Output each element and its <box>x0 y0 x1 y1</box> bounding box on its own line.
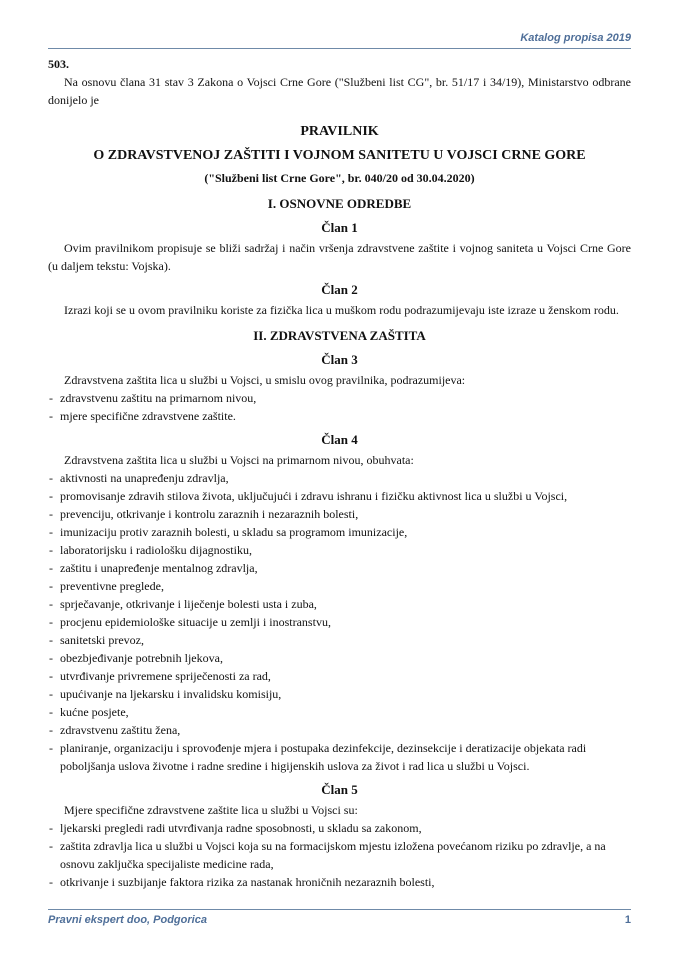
article-1-title: Član 1 <box>321 220 358 235</box>
catalog-title: Katalog propisa 2019 <box>520 32 631 44</box>
article-5-title: Član 5 <box>321 782 358 797</box>
page-number: 1 <box>624 914 631 926</box>
publisher-name: Pravni ekspert doo, Podgorica <box>48 914 207 926</box>
list-item: - utvrđivanje privremene spriječenosti za rad, <box>48 667 631 685</box>
page-header <box>48 29 631 49</box>
list-item: - laboratorijsku i radiološku dijagnostiku, <box>48 541 631 559</box>
list-item: - procjenu epidemiološke situacije u zemlji i inostranstvu, <box>48 613 631 631</box>
article-2-title: Član 2 <box>321 282 358 297</box>
article-4-text: Zdravstvena zaštita lica u službi u Vojsci na primarnom nivou, obuhvata: <box>64 453 414 467</box>
article-5-text: Mjere specifične zdravstvene zaštite lica u službi u Vojsci su: <box>64 803 358 817</box>
intro-paragraph: Na osnovu člana 31 stav 3 Zakona o Vojsci Crne Gore ("Službeni list CG", br. 51/17 i 34/19), Ministarstvo odbrane donijelo je <box>48 75 631 107</box>
list-item: - ljekarski pregledi radi utvrđivanja radne sposobnosti, u skladu sa zakonom, <box>48 819 631 837</box>
article-5-list <box>48 819 631 891</box>
list-item: - mjere specifične zdravstvene zaštite. <box>48 407 631 425</box>
list-item: - upućivanje na ljekarsku i invalidsku komisiju, <box>48 685 631 703</box>
page-footer <box>48 909 631 930</box>
article-4-list <box>48 469 631 775</box>
list-item: - prevenciju, otkrivanje i kontrolu zaraznih i nezaraznih bolesti, <box>48 505 631 523</box>
list-item: - preventivne preglede, <box>48 577 631 595</box>
article-3-title: Član 3 <box>321 352 358 367</box>
article-4-title: Član 4 <box>321 432 358 447</box>
list-item: - promovisanje zdravih stilova života, uključujući i zdravu ishranu i fizičku aktivnost lica u službi u Vojsci, <box>48 487 631 505</box>
document-subtitle: O ZDRAVSTVENOJ ZAŠTITI I VOJNOM SANITETU U VOJSCI CRNE GORE <box>93 148 586 163</box>
section-heading-2: II. ZDRAVSTVENA ZAŠTITA <box>253 328 426 343</box>
list-item: - aktivnosti na unapređenju zdravlja, <box>48 469 631 487</box>
article-3-list <box>48 389 631 425</box>
list-item: - planiranje, organizaciju i sprovođenje mjera i postupaka dezinfekcije, dezinsekcije i deratizacije objekata radi poboljšanja uslova životne i radne sredine i higijenskih uslova za život i rad lica u službi u Vojsci. <box>48 739 631 775</box>
article-1-text: Ovim pravilnikom propisuje se bliži sadržaj i način vršenja zdravstvene zaštite i vojnog saniteta u Vojsci Crne Gore (u daljem tekstu: Vojska). <box>48 241 631 273</box>
list-item: - otkrivanje i suzbijanje faktora rizika za nastanak hroničnih nezaraznih bolesti, <box>48 873 631 891</box>
list-item: - sprječavanje, otkrivanje i liječenje bolesti usta i zuba, <box>48 595 631 613</box>
list-item: - zdravstvenu zaštitu na primarnom nivou, <box>48 389 631 407</box>
list-item: - zdravstvenu zaštitu žena, <box>48 721 631 739</box>
document-number: 503. <box>48 57 69 71</box>
article-3-text: Zdravstvena zaštita lica u službi u Vojsci, u smislu ovog pravilnika, podrazumijeva: <box>64 373 466 387</box>
list-item: - obezbjeđivanje potrebnih ljekova, <box>48 649 631 667</box>
list-item: - imunizaciju protiv zaraznih bolesti, u skladu sa programom imunizacije, <box>48 523 631 541</box>
document-body <box>48 55 631 891</box>
article-2-text: Izrazi koji se u ovom pravilniku koriste za fizička lica u muškom rodu podrazumijevaju iste izraze u ženskom rodu. <box>64 303 619 317</box>
list-item: - kućne posjete, <box>48 703 631 721</box>
document-title: PRAVILNIK <box>300 124 379 139</box>
list-item: - sanitetski prevoz, <box>48 631 631 649</box>
section-heading-1: I. OSNOVNE ODREDBE <box>267 196 412 211</box>
gazette-reference: ("Službeni list Crne Gore", br. 040/20 od 30.04.2020) <box>204 171 475 185</box>
list-item: - zaštitu i unapređenje mentalnog zdravlja, <box>48 559 631 577</box>
list-item: - zaštita zdravlja lica u službi u Vojsci koja su na formacijskom mjestu izložena povećanom riziku po zdravlje, a na osnovu zaključka specijaliste medicine rada, <box>48 837 631 873</box>
